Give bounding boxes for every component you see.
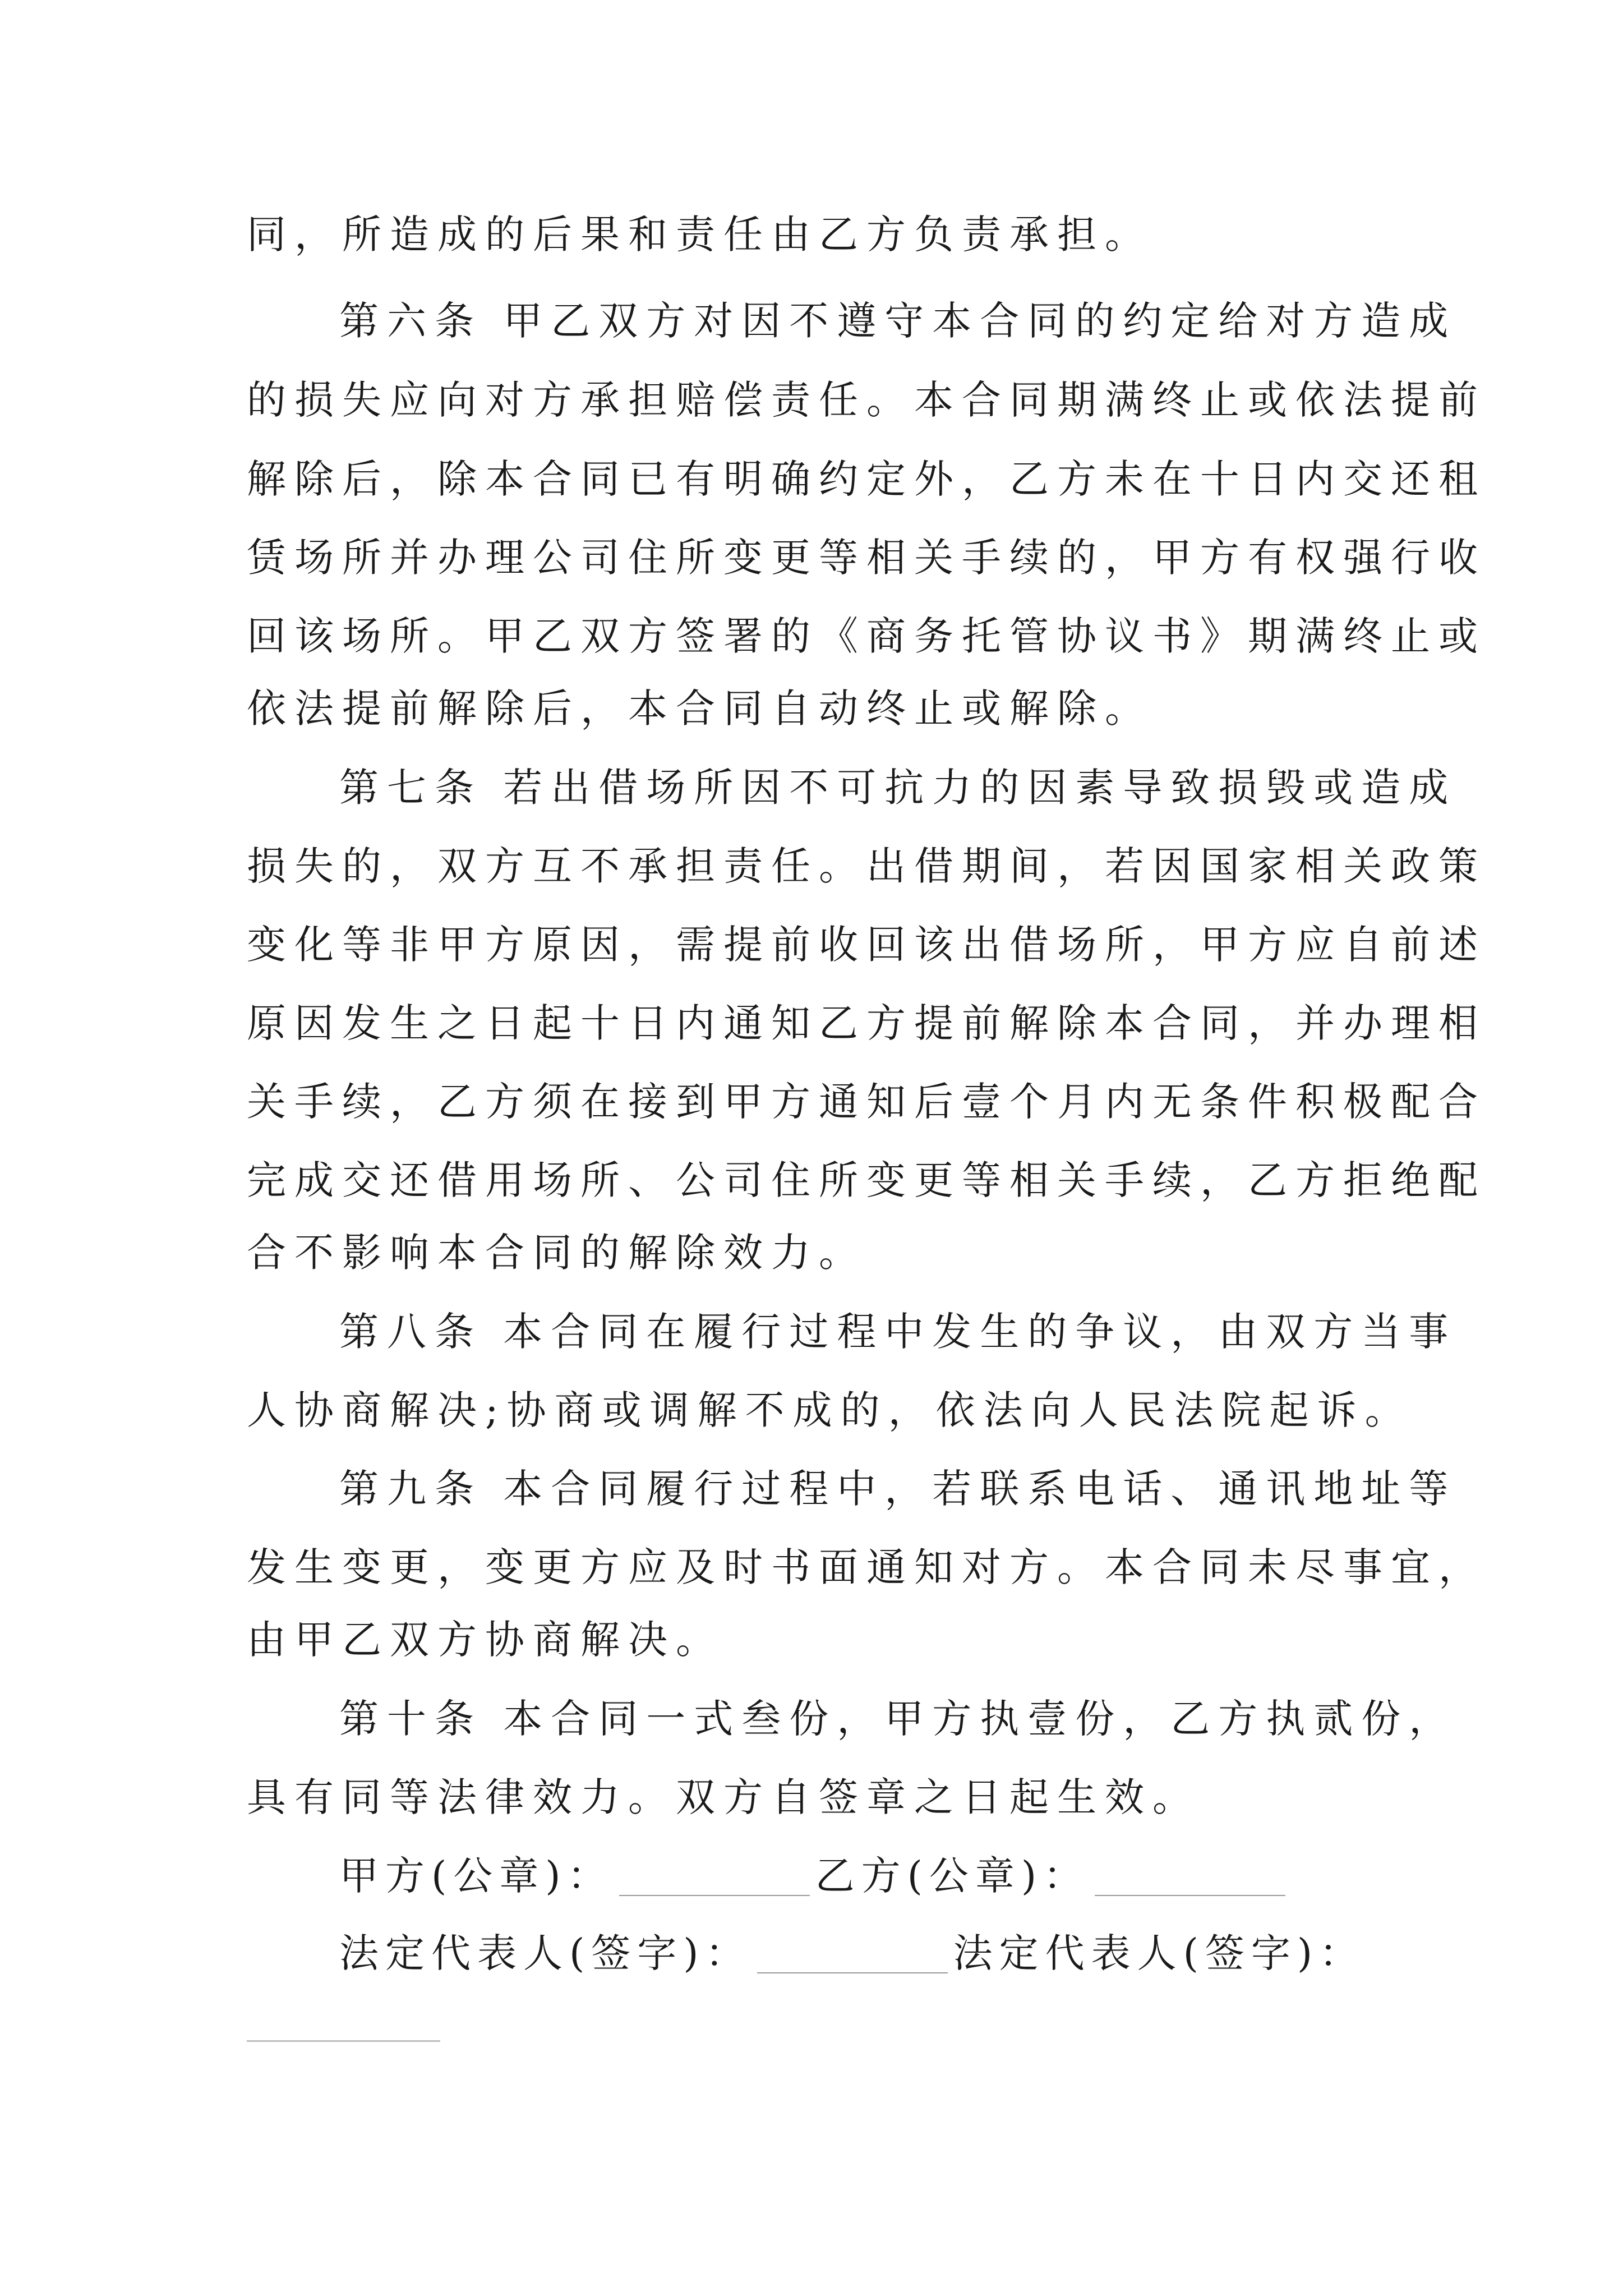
clause-9-line-2: 发生变更，变更方应及时书面通知对方。本合同未尽事宜， — [247, 1544, 1486, 1590]
clause-5-tail-line-1: 同，所造成的后果和责任由乙方负责承担。 — [247, 211, 1152, 257]
party-a-seal-blank — [619, 1856, 810, 1896]
clause-10-line-2: 具有同等法律效力。双方自签章之日起生效。 — [247, 1774, 1200, 1820]
clause-7-line-4: 原因发生之日起十日内通知乙方提前解除本合同，并办理相 — [247, 1000, 1486, 1046]
clause-6-line-6: 依法提前解除后，本合同自动终止或解除。 — [247, 685, 1152, 731]
footnote-divider — [247, 2040, 440, 2042]
clause-6-line-5: 回该场所。甲乙双方签署的《商务托管协议书》期满终止或 — [247, 613, 1486, 659]
clause-9-line-1: 第九条 本合同履行过程中，若联系电话、通讯地址等 — [339, 1466, 1457, 1512]
clause-10-line-1: 第十条 本合同一式叁份，甲方执壹份，乙方执贰份， — [339, 1696, 1457, 1742]
clause-9-line-3: 由甲乙双方协商解决。 — [247, 1617, 723, 1663]
clause-8-line-2: 人协商解决;协商或调解不成的，依法向人民法院起诉。 — [247, 1387, 1413, 1433]
clause-6-line-4: 赁场所并办理公司住所变更等相关手续的，甲方有权强行收 — [247, 535, 1486, 581]
party-a-rep-blank — [757, 1933, 948, 1973]
clause-6-line-3: 解除后，除本合同已有明确约定外，乙方未在十日内交还租 — [247, 456, 1486, 502]
clause-7-line-7: 合不影响本合同的解除效力。 — [247, 1230, 866, 1276]
representative-row — [339, 1925, 1365, 1981]
party-a-seal-label: 甲方(公章)： — [339, 1853, 614, 1899]
party-b-seal-blank — [1095, 1856, 1285, 1896]
party-b-seal-label: 乙方(公章)： — [815, 1853, 1090, 1899]
clause-7-line-5: 关手续，乙方须在接到甲方通知后壹个月内无条件积极配合 — [247, 1079, 1486, 1125]
clause-6-line-2: 的损失应向对方承担赔偿责任。本合同期满终止或依法提前 — [247, 377, 1486, 423]
clause-7-line-1: 第七条 若出借场所因不可抗力的因素导致损毁或造成 — [339, 765, 1457, 811]
clause-7-line-6: 完成交还借用场所、公司住所变更等相关手续，乙方拒绝配 — [247, 1157, 1486, 1203]
clause-8-line-1: 第八条 本合同在履行过程中发生的争议，由双方当事 — [339, 1309, 1457, 1355]
clause-6-line-1: 第六条 甲乙双方对因不遵守本合同的约定给对方造成 — [339, 298, 1457, 344]
clause-7-line-2: 损失的，双方互不承担责任。出借期间，若因国家相关政策 — [247, 843, 1486, 889]
party-b-rep-label: 法定代表人(签字)： — [953, 1930, 1366, 1976]
clause-7-line-3: 变化等非甲方原因，需提前收回该出借场所，甲方应自前述 — [247, 922, 1486, 968]
seal-row — [339, 1848, 1291, 1904]
party-a-rep-label: 法定代表人(签字)： — [339, 1930, 751, 1976]
